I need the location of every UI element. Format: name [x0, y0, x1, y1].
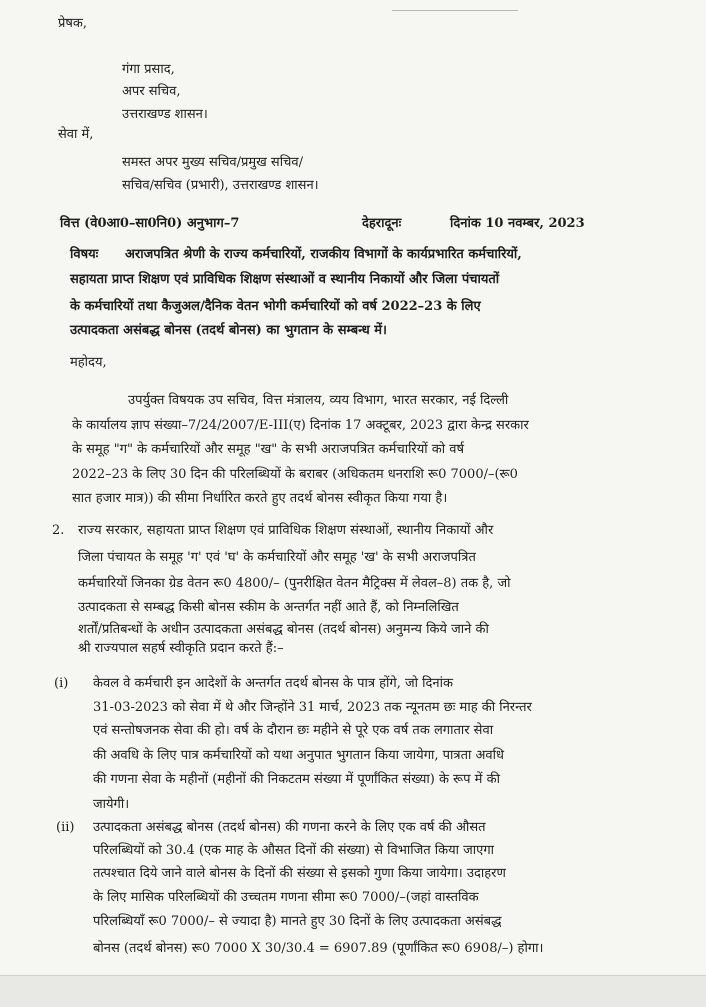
condition-1-number: (i) — [54, 676, 69, 691]
to-label: सेवा में, — [58, 127, 94, 142]
condition-1-line: एवं सन्तोषजनक सेवा की हो। वर्ष के दौरान छः महीने से पूरे एक वर्ष तक लगातार सेवा — [93, 723, 494, 738]
para2-line: उत्पादकता से सम्बद्ध किसी बोनस स्कीम के अन्तर्गत नहीं आते हैं, को निम्नलिखित — [78, 600, 459, 615]
condition-2-line: बोनस (तदर्थ बोनस) रू0 7000 X 30/30.4 = 6907.89 (पूर्णांकित रू0 6908/–) होगा। — [93, 941, 544, 956]
letter-date: दिनांक 10 नवम्बर, 2023 — [450, 216, 585, 231]
subject-line-4: उत्पादकता असंबद्ध बोनस (तदर्थ बोनस) का भुगतान के सम्बन्ध में। — [70, 323, 387, 338]
para1-line: सात हजार मात्र)) की सीमा निर्धारित करते हुए तदर्थ बोनस स्वीकृत किया गया है। — [72, 491, 448, 506]
para2-line: शर्तों/प्रतिबन्धों के अधीन उत्पादकता असंबद्ध बोनस (तदर्थ बोनस) अनुमन्य किये जाने की — [78, 622, 489, 637]
recipient-line-2: सचिव/सचिव (प्रभारी), उत्तराखण्ड शासन। — [122, 178, 319, 193]
condition-1-line: 31-03-2023 को सेवा में थे और जिन्होंने 31 मार्च, 2023 तक न्यूनतम छः माह की निरन्तर — [93, 700, 532, 715]
condition-2-number: (ii) — [56, 820, 75, 835]
subject-line-1: अराजपत्रित श्रेणी के राज्य कर्मचारियों, राजकीय विभागों के कार्यप्रभारित कर्मचारियों, — [125, 247, 522, 262]
para1-line: के समूह "ग" के कर्मचारियों और समूह "ख" के सभी अराजपत्रित कर्मचारियों को वर्ष — [72, 442, 465, 457]
condition-2-line: परिलब्धियों को 30.4 (एक माह के औसत दिनों की संख्या) से विभाजित किया जाएगा — [93, 843, 495, 858]
sender-designation: अपर सचिव, — [122, 84, 181, 99]
sender-office: उत्तराखण्ड शासन। — [122, 107, 208, 122]
para2-number: 2. — [52, 523, 65, 538]
subject-line-2: सहायता प्राप्त शिक्षण एवं प्राविधिक शिक्षण संस्थाओं व स्थानीय निकायों और जिला पंचायतों — [70, 272, 500, 287]
para2-line: जिला पंचायत के समूह 'ग' एवं 'घ' के कर्मचारियों और समूह 'ख' के सभी अराजपत्रित — [78, 550, 476, 565]
para2-line: राज्य सरकार, सहायता प्राप्त शिक्षण एवं प्राविधिक शिक्षण संस्थाओं, स्थानीय निकायों और — [78, 523, 494, 538]
condition-2-line: के लिए मासिक परिलब्धियों की उच्चतम गणना सीमा रू0 7000/–(जहां वास्तविक — [93, 890, 479, 905]
sender-name: गंगा प्रसाद, — [122, 62, 175, 77]
condition-1-line: केवल वे कर्मचारी इन आदेशों के अन्तर्गत तदर्थ बोनस के पात्र होंगे, जो दिनांक — [93, 676, 453, 691]
place: देहरादूनः — [362, 216, 402, 231]
section-reference: वित्त (वे0आ0–सा0नि0) अनुभाग–7 — [60, 216, 240, 231]
para1-line: 2022–23 के लिए 30 दिन की परिलब्धियों के बराबर (अधिकतम धनराशि रू0 7000/–(रू0 — [72, 467, 518, 482]
para2-line: श्री राज्यपाल सहर्ष स्वीकृति प्रदान करते हैं:– — [78, 641, 284, 656]
salutation: महोदय, — [70, 355, 107, 370]
condition-1-line: जायेगी। — [93, 797, 130, 812]
condition-2-line: परिलब्धियाँ रू0 7000/– से ज्यादा है) मानते हुए 30 दिनों के लिए उत्पादकता असंबद्ध — [93, 914, 502, 929]
scan-mark — [392, 10, 518, 11]
from-label: प्रेषक, — [58, 16, 88, 31]
para1-line: के कार्यालय ज्ञाप संख्या–7/24/2007/E-III(ए) दिनांक 17 अक्टूबर, 2023 द्वारा केन्द्र सरकार — [72, 418, 529, 433]
condition-1-line: की गणना सेवा के महीनों (महीनों की निकटतम संख्या में पूर्णांकित संख्या) के रूप में की — [93, 772, 500, 787]
condition-1-line: की अवधि के लिए पात्र कर्मचारियों को यथा अनुपात भुगतान किया जायेगा, पात्रता अवधि — [93, 748, 505, 763]
para2-line: कर्मचारियों जिनका ग्रेड वेतन रू0 4800/– (पुनरीक्षित वेतन मैट्रिक्स में लेवल–8) तक है, जो — [78, 576, 511, 591]
subject-label: विषयः — [70, 247, 99, 262]
page-bottom-edge — [0, 975, 706, 1007]
para1-line: उपर्युक्त विषयक उप सचिव, वित्त मंत्रालय, व्यय विभाग, भारत सरकार, नई दिल्ली — [128, 393, 509, 408]
condition-2-line: तत्पश्चात दिये जाने वाले बोनस के दिनों की संख्या से इसको गुणा किया जायेगा। उदाहरण — [93, 866, 506, 881]
condition-2-line: उत्पादकता असंबद्ध बोनस (तदर्थ बोनस) की गणना करने के लिए एक वर्ष की औसत — [93, 820, 486, 835]
subject-line-3: के कर्मचारियों तथा कैजुअल/दैनिक वेतन भोगी कर्मचारियों को वर्ष 2022–23 के लिए — [70, 299, 481, 314]
recipient-line-1: समस्त अपर मुख्य सचिव/प्रमुख सचिव/ — [122, 155, 303, 170]
